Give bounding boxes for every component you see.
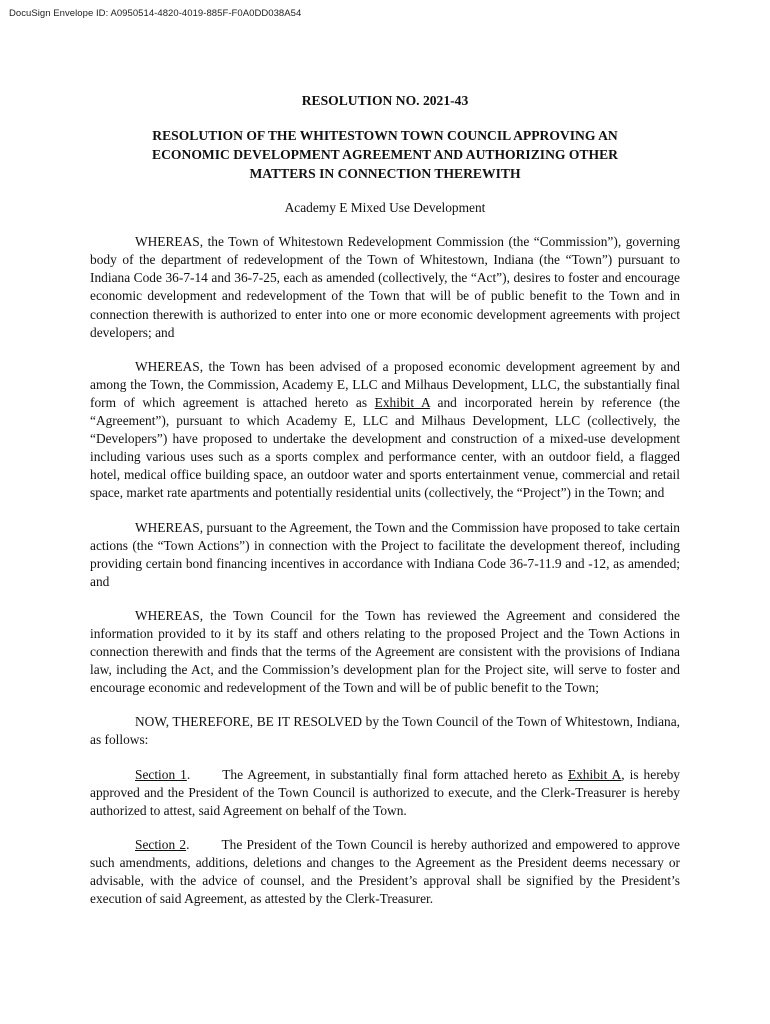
section-text: The President of the Town Council is hereby authorized and empowered to approve such amendments, additions, deletions and changes to the Agreement as the President deems necessary or advisable, with the advice of counsel, and the President’s approval shall be signified by the President’s execution of said Agreement, as attested by the Clerk-Treasurer. (90, 836, 680, 907)
section-1: Section 1. The Agreement, in substantially final form attached hereto as Exhibit A, is hereby approved and the President of the Town Council is authorized to execute, and the Clerk-Treasurer is hereby authorized to attest, said Agreement on behalf of the Town. (90, 766, 680, 818)
whereas-paragraph-agreement (90, 358, 680, 503)
title-line: MATTERS IN CONNECTION THEREWITH (249, 166, 521, 182)
exhibit-a-reference: Exhibit A (567, 766, 622, 782)
section-1-label: Section 1 (135, 766, 187, 782)
exhibit-a-reference: Exhibit A (374, 394, 430, 410)
envelope-id: DocuSign Envelope ID: A0950514-4820-4019-885F-F0A0DD038A54 (9, 8, 302, 19)
section-text: The Agreement, in substantially final form attached hereto as (222, 766, 568, 782)
section-text: , is hereby approved and the President of the Town Council is authorized to execute, and the Clerk-Treasurer is hereby authorized to attest, said Agreement on behalf of the Town. (90, 766, 680, 818)
document-body (90, 92, 680, 924)
title-line: RESOLUTION OF THE WHITESTOWN TOWN COUNCIL APPROVING AN (152, 128, 618, 144)
resolution-number: RESOLUTION NO. 2021-43 (301, 93, 469, 108)
section-2-label: Section 2 (135, 836, 187, 852)
paragraph-text: and incorporated herein by reference (the “Agreement”), pursuant to which Academy E, LLC and Milhaus Development, LLC (collectively, the “Developers”) have proposed to undertake the development and construction of a mixed-use development including various uses such as a sports complex and performance center, with an outdoor field, a flagged hotel, medical office building space, an outdoor water and sports entertainment venue, commercial and retail space, market rate apartments and potentially residential units (collectively, the “Project”) in the Town; and (90, 394, 680, 501)
whereas-paragraph-council-review: WHEREAS, the Town Council for the Town has reviewed the Agreement and considered the information provided to it by its staff and others relating to the proposed Project and the Town Actions in connection therewith and finds that the terms of the Agreement are consistent with the provisions of Indiana law, including the Act, and the Commission’s development plan for the Project site, will serve to foster and encourage economic and redevelopment of the Town and will be of public benefit to the Town; (90, 607, 680, 696)
resolved-paragraph: NOW, THEREFORE, BE IT RESOLVED by the Town Council of the Town of Whitestown, Indiana, as follows: (90, 714, 680, 748)
paragraph-text: WHEREAS, the Town has been advised of a proposed economic development agreement by and among the Town, the Commission, Academy E, LLC and Milhaus Development, LLC, the substantially final form of which agreement is attached hereto as (90, 358, 680, 410)
project-subtitle: Academy E Mixed Use Development (284, 200, 486, 216)
whereas-paragraph-town-actions: WHEREAS, pursuant to the Agreement, the Town and the Commission have proposed to take certain actions (the “Town Actions”) in connection with the Project to facilitate the development thereof, including providing certain bond financing incentives in accordance with Indiana Code 36-7-11.9 and -12, as amended; and (90, 519, 680, 589)
title-line: ECONOMIC DEVELOPMENT AGREEMENT AND AUTHORIZING OTHER (152, 147, 618, 163)
section-2: Section 2. The President of the Town Council is hereby authorized and empowered to approve such amendments, additions, deletions and changes to the Agreement as the President deems necessary or advisable, with the advice of counsel, and the President’s approval shall be signified by the President’s execution of said Agreement, as attested by the Clerk-Treasurer. (90, 836, 680, 907)
whereas-paragraph-commission: WHEREAS, the Town of Whitestown Redevelopment Commission (the “Commission”), governing body of the department of redevelopment of the Town of Whitestown, Indiana (the “Town”) pursuant to Indiana Code 36-7-14 and 36-7-25, each as amended (collectively, the “Act”), desires to foster and encourage economic development and redevelopment of the Town that will be of public benefit to the Town and in connection therewith is authorized to enter into one or more economic development agreements with project developers; and (90, 234, 680, 340)
resolution-title (90, 126, 680, 183)
